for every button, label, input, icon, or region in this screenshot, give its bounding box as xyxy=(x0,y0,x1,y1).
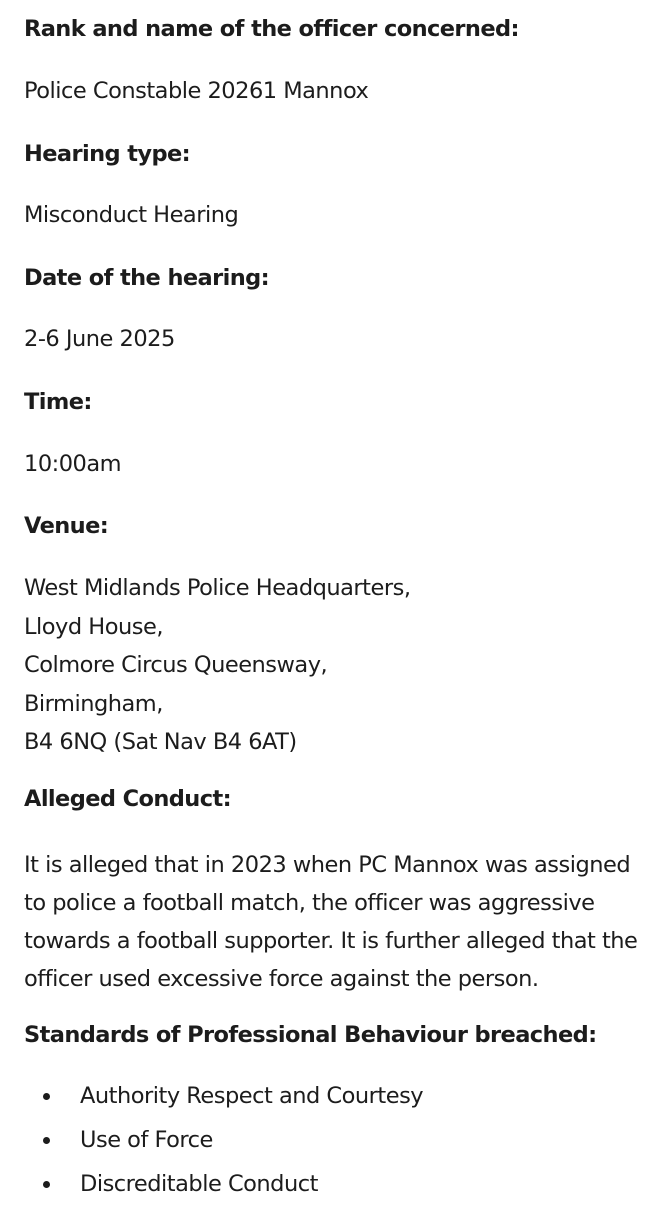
conduct-description xyxy=(24,846,654,998)
standard-text: Authority Respect and Courtesy xyxy=(80,1083,424,1109)
venue-line: Lloyd House, xyxy=(24,613,163,640)
venue-line: Birmingham, xyxy=(24,690,163,717)
date-value: 2-6 June 2025 xyxy=(24,326,175,352)
rank-value: Police Constable 20261 Mannox xyxy=(24,78,369,104)
venue-label: Venue: xyxy=(24,513,109,539)
venue-address xyxy=(24,573,410,757)
rank-label: Rank and name of the officer concerned: xyxy=(24,16,519,42)
conduct-line: to police a football match, the officer was aggressive xyxy=(24,890,595,916)
date-label: Date of the hearing: xyxy=(24,265,270,291)
standard-text: Use of Force xyxy=(80,1127,213,1153)
conduct-line: officer used excessive force against the person. xyxy=(24,966,539,992)
bullet-icon xyxy=(43,1093,50,1100)
conduct-label: Alleged Conduct: xyxy=(24,786,232,812)
venue-line: West Midlands Police Headquarters, xyxy=(24,575,411,601)
time-value: 10:00am xyxy=(24,451,122,477)
hearing-type-value: Misconduct Hearing xyxy=(24,202,239,228)
bullet-icon xyxy=(43,1137,50,1144)
conduct-line: towards a football supporter. It is further alleged that the xyxy=(24,928,638,954)
hearing-type-label: Hearing type: xyxy=(24,141,191,167)
conduct-line: It is alleged that in 2023 when PC Mannox was assigned xyxy=(24,852,631,878)
bullet-icon xyxy=(43,1181,50,1188)
venue-line: B4 6NQ (Sat Nav B4 6AT) xyxy=(24,729,297,755)
time-label: Time: xyxy=(24,389,92,415)
venue-line: Colmore Circus Queensway, xyxy=(24,652,328,678)
standards-label: Standards of Professional Behaviour breached: xyxy=(24,1022,597,1048)
standard-text: Discreditable Conduct xyxy=(80,1171,318,1197)
